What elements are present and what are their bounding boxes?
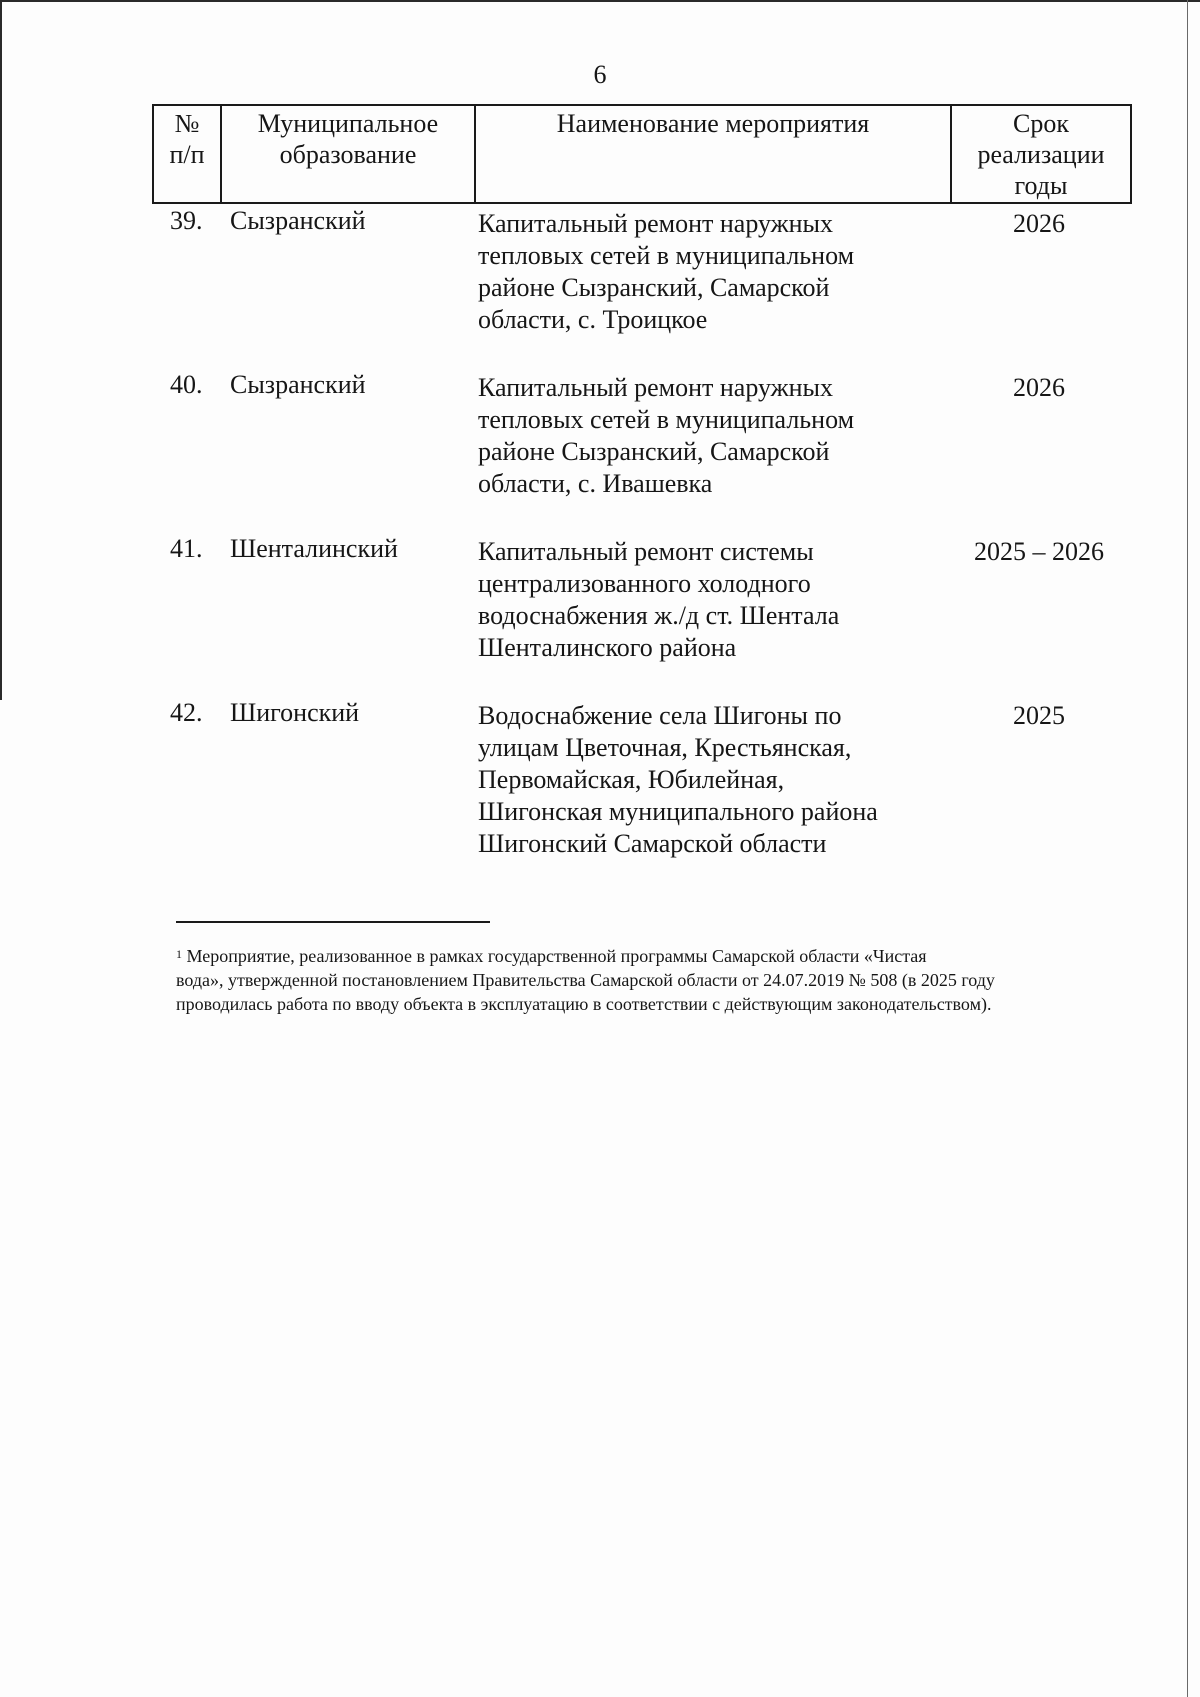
footnote	[176, 944, 1126, 1016]
event-line: Капитальный ремонт системы	[478, 537, 814, 566]
header-cell-municipality	[222, 106, 476, 202]
row-number: 42.	[170, 698, 203, 727]
event-line: районе Сызранский, Самарской	[478, 273, 830, 302]
footnote-marker: 1	[176, 947, 182, 961]
row-term: 2026	[1013, 209, 1065, 238]
header-cell-term	[952, 106, 1130, 202]
header-cell-number	[154, 106, 222, 202]
header-label: образование	[279, 140, 417, 169]
row-number: 40.	[170, 370, 203, 399]
header-label: Наименование мероприятия	[556, 109, 870, 138]
table-row	[152, 369, 1132, 533]
event-line: Капитальный ремонт наружных	[478, 373, 833, 402]
event-line: водоснабжения ж./д ст. Шентала	[478, 601, 840, 630]
row-event	[478, 536, 948, 664]
header-label: Муниципальное	[257, 109, 439, 138]
table-row	[152, 697, 1132, 861]
page-number: 6	[593, 60, 607, 89]
footnote-text: Мероприятие, реализованное в рамках государственной программы Самарской области «Чистая	[186, 946, 927, 966]
row-event	[478, 208, 948, 336]
footnote-line-2: вода», утвержденной постановлением Правительства Самарской области от 24.07.2019 № 508 (в 2025 году	[176, 970, 995, 990]
table-row	[152, 205, 1132, 369]
event-line: районе Сызранский, Самарской	[478, 437, 830, 466]
row-number: 41.	[170, 534, 203, 563]
table-body	[152, 205, 1132, 861]
event-line: Шигонский Самарской области	[478, 829, 827, 858]
row-term: 2026	[1013, 373, 1065, 402]
event-line: Первомайская, Юбилейная,	[478, 765, 785, 794]
scan-edge-right	[1187, 0, 1188, 1697]
scan-edge-top	[0, 0, 1200, 2]
event-line: Капитальный ремонт наружных	[478, 209, 833, 238]
header-label: №	[174, 109, 200, 138]
table-row	[152, 533, 1132, 697]
header-label: реализации	[977, 140, 1105, 169]
row-number: 39.	[170, 206, 203, 235]
table-header	[152, 104, 1132, 204]
row-municipality: Шенталинский	[230, 534, 398, 563]
row-event	[478, 700, 948, 860]
row-municipality: Сызранский	[230, 370, 366, 399]
header-label: годы	[1014, 171, 1068, 200]
event-line: области, с. Троицкое	[478, 305, 708, 334]
event-line: области, с. Ивашевка	[478, 469, 713, 498]
row-municipality: Сызранский	[230, 206, 366, 235]
row-term: 2025	[1013, 701, 1065, 730]
event-line: Шигонская муниципального района	[478, 797, 878, 826]
header-label: п/п	[169, 140, 205, 169]
header-cell-event	[476, 106, 952, 202]
event-line: централизованного холодного	[478, 569, 811, 598]
row-term: 2025 – 2026	[974, 537, 1104, 566]
footnote-separator	[176, 921, 490, 923]
scan-edge-left	[0, 0, 2, 700]
footnote-line-3: проводилась работа по вводу объекта в эксплуатацию в соответствии с действующим законодательством).	[176, 994, 992, 1014]
event-line: улицам Цветочная, Крестьянская,	[478, 733, 852, 762]
row-municipality: Шигонский	[230, 698, 360, 727]
event-line: Шенталинского района	[478, 633, 737, 662]
row-event	[478, 372, 948, 500]
event-line: тепловых сетей в муниципальном	[478, 241, 855, 270]
event-line: тепловых сетей в муниципальном	[478, 405, 855, 434]
event-line: Водоснабжение села Шигоны по	[478, 701, 842, 730]
header-label: Срок	[1013, 109, 1069, 138]
footnote-line-1	[176, 944, 1126, 968]
